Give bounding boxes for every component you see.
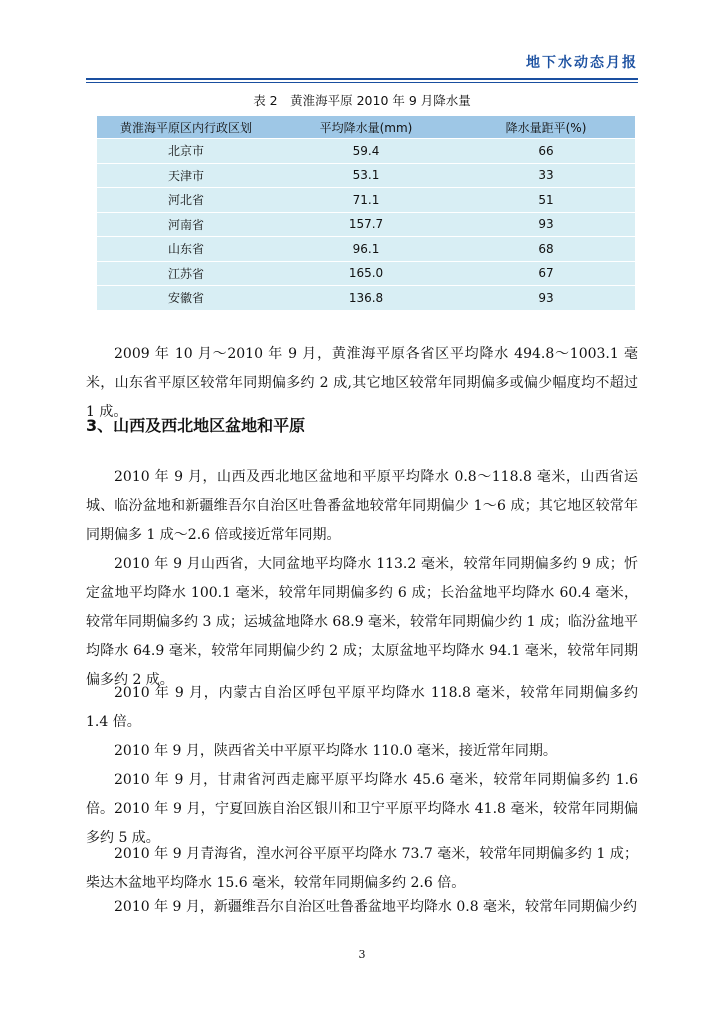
paragraph-xinjiang: 2010 年 9 月，新疆维吾尔自治区吐鲁番盆地平均降水 0.8 毫米，较常年同期偏少约 [114, 899, 638, 915]
cell-anomaly: 68 [457, 237, 635, 262]
paragraph-region-overview: 2010 年 9 月，山西及西北地区盆地和平原平均降水 0.8～118.8 毫米，山西省运城、临汾盆地和新疆维吾尔自治区吐鲁番盆地较常年同期偏少 1～6 成；其它地区较常年同期偏多 1 成～2.6 倍或接近常年同期。 [86, 469, 638, 543]
section-heading: 3、山西及西北地区盆地和平原 [86, 416, 306, 435]
table-row [97, 212, 635, 237]
paragraph-annual-summary: 2009 年 10 月～2010 年 9 月，黄淮海平原各省区平均降水 494.8～1003.1 毫米，山东省平原区较常年同期偏多约 2 成,其它地区较常年同期偏多或偏少幅度均不超过 1 成。 [86, 346, 638, 420]
cell-region: 河北省 [97, 188, 275, 213]
column-header-rainfall: 平均降水量(mm) [275, 116, 457, 139]
table-header-row [97, 116, 635, 139]
cell-anomaly: 93 [457, 212, 635, 237]
column-header-anomaly: 降水量距平(%) [457, 116, 635, 139]
cell-anomaly: 93 [457, 286, 635, 310]
table-row [97, 286, 635, 310]
cell-rainfall: 59.4 [275, 139, 457, 164]
cell-rainfall: 157.7 [275, 212, 457, 237]
paragraph-qinghai: 2010 年 9 月青海省，湟水河谷平原平均降水 73.7 毫米，较常年同期偏多约 1 成；柴达木盆地平均降水 15.6 毫米，较常年同期偏多约 2.6 倍。 [86, 846, 638, 891]
table-row [97, 237, 635, 262]
cell-region: 河南省 [97, 212, 275, 237]
page-number: 3 [358, 948, 366, 961]
rainfall-table [97, 116, 635, 310]
cell-region: 山东省 [97, 237, 275, 262]
paragraph-shanxi: 2010 年 9 月山西省，大同盆地平均降水 113.2 毫米，较常年同期偏多约 9 成；忻定盆地平均降水 100.1 毫米，较常年同期偏多约 6 成；长治盆地平均降水 60.4 毫米，较常年同期偏多约 3 成；运城盆地降水 68.9 毫米，较常年同期偏少约 1 成；临汾盆地平均降水 64.9 毫米，较常年同期偏少约 2 成；太原盆地平均降水 94.1 毫米，较常年同期偏多约 2 成。 [86, 556, 638, 688]
paragraph-gansu: 2010 年 9 月，甘肃省河西走廊平原平均降水 45.6 毫米，较常年同期偏多约 1.6 倍。 [86, 772, 638, 817]
table-row [97, 188, 635, 213]
cell-anomaly: 66 [457, 139, 635, 164]
table-row [97, 163, 635, 188]
cell-region: 江苏省 [97, 261, 275, 286]
table-caption: 表 2 黄淮海平原 2010 年 9 月降水量 [253, 93, 471, 108]
table-row [97, 139, 635, 164]
cell-rainfall: 165.0 [275, 261, 457, 286]
paragraph-shaanxi: 2010 年 9 月，陕西省关中平原平均降水 110.0 毫米，接近常年同期。 [114, 743, 557, 759]
paragraph-inner-mongolia: 2010 年 9 月，内蒙古自治区呼包平原平均降水 118.8 毫米，较常年同期偏多约 1.4 倍。 [86, 685, 638, 730]
report-title: 地下水动态月报 [526, 55, 638, 71]
cell-anomaly: 67 [457, 261, 635, 286]
paragraph-ningxia: 2010 年 9 月，宁夏回族自治区银川和卫宁平原平均降水 41.8 毫米，较常年同期偏多约 5 成。 [86, 801, 638, 846]
cell-region: 天津市 [97, 163, 275, 188]
column-header-region: 黄淮海平原区内行政区划 [97, 116, 275, 139]
cell-rainfall: 136.8 [275, 286, 457, 310]
cell-rainfall: 53.1 [275, 163, 457, 188]
cell-region: 北京市 [97, 139, 275, 164]
cell-rainfall: 71.1 [275, 188, 457, 213]
table-row [97, 261, 635, 286]
cell-rainfall: 96.1 [275, 237, 457, 262]
cell-anomaly: 33 [457, 163, 635, 188]
cell-region: 安徽省 [97, 286, 275, 310]
cell-anomaly: 51 [457, 188, 635, 213]
